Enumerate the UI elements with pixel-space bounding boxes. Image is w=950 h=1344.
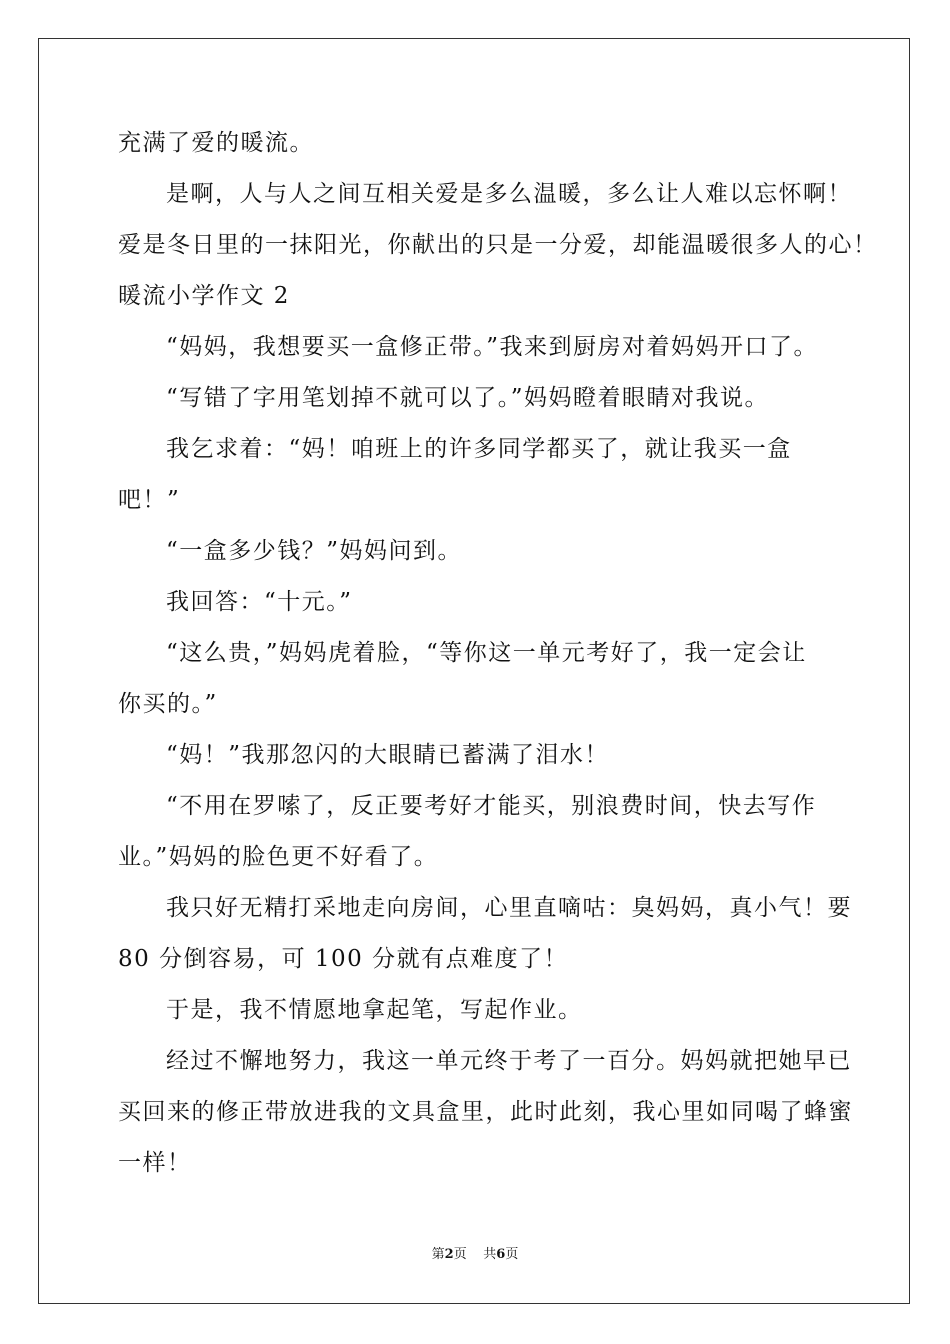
text-line: 于是，我不情愿地拿起笔，写起作业。	[166, 997, 583, 1023]
text-line: 我回答：“十元。”	[166, 589, 353, 615]
section-heading: 暖流小学作文 2	[118, 283, 290, 309]
text-line: “妈！”我那忽闪的大眼睛已蓄满了泪水！	[166, 742, 610, 768]
text-line: 吧！”	[118, 487, 181, 513]
footer-page-suffix: 页	[453, 1247, 467, 1262]
text-line: 经过不懈地努力，我这一单元终于考了一百分。妈妈就把她早已	[166, 1048, 852, 1074]
text-line: 你买的。”	[118, 691, 218, 717]
text-line: 我乞求着：“妈！咱班上的许多同学都买了，就让我买一盒	[166, 436, 792, 462]
footer-total-prefix: 共	[483, 1247, 497, 1262]
text-line: 80 分倒容易，可 100 分就有点难度了！	[118, 946, 569, 972]
text-line: 充满了爱的暖流。	[118, 130, 314, 156]
footer-page-prefix: 第	[431, 1247, 445, 1262]
text-line: 爱是冬日里的一抹阳光，你献出的只是一分爱，却能温暖很多人的心！	[118, 232, 878, 258]
text-line: “这么贵，”妈妈虎着脸，“等你这一单元考好了，我一定会让	[166, 640, 807, 666]
footer-page-total: 6	[496, 1247, 506, 1262]
text-line: “不用在罗嗦了，反正要考好才能买，别浪费时间，快去写作	[166, 793, 817, 819]
text-line: “妈妈，我想要买一盒修正带。”我来到厨房对着妈妈开口了。	[166, 334, 819, 360]
text-line: 一样！	[118, 1150, 192, 1176]
text-line: 买回来的修正带放进我的文具盒里，此时此刻，我心里如同喝了蜂蜜	[118, 1099, 853, 1125]
page-footer	[0, 1246, 950, 1264]
text-line: “一盒多少钱？”妈妈问到。	[166, 538, 463, 564]
footer-total-suffix: 页	[505, 1247, 519, 1262]
text-line: “写错了字用笔划掉不就可以了。”妈妈瞪着眼睛对我说。	[166, 385, 770, 411]
text-line: 我只好无精打采地走向房间，心里直嘀咕：臭妈妈，真小气！要	[166, 895, 852, 921]
footer-page-current: 2	[444, 1247, 454, 1262]
text-line: 业。”妈妈的脸色更不好看了。	[118, 844, 439, 870]
text-line: 是啊，人与人之间互相关爱是多么温暖，多么让人难以忘怀啊！	[166, 181, 852, 207]
